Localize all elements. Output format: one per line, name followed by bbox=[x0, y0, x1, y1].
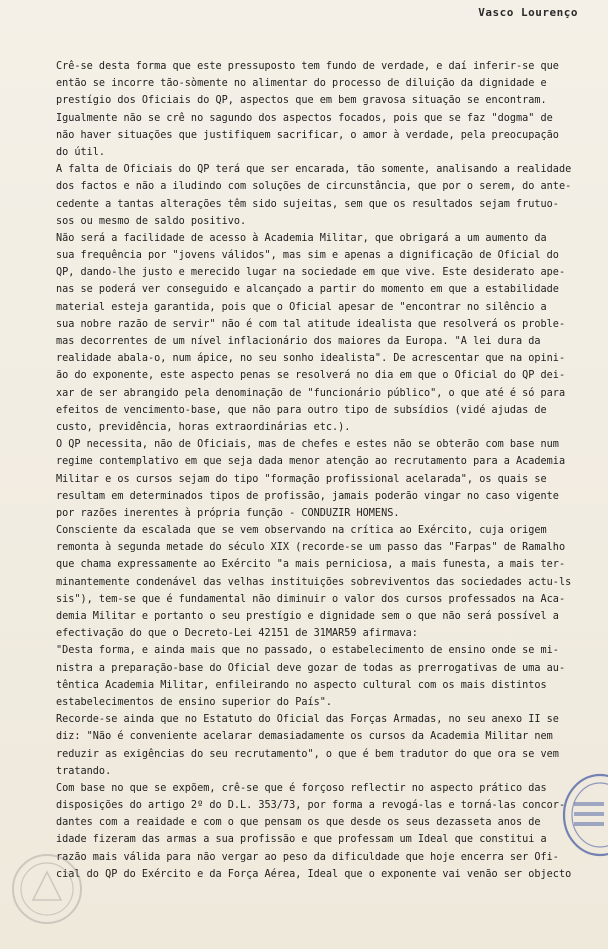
text-line: sos ou mesmo de saldo positivo. bbox=[56, 215, 247, 227]
text-line: do útil. bbox=[56, 146, 106, 158]
text-line: Não será a facilidade de acesso à Academia Militar, que obrigará a um aumento da bbox=[56, 232, 547, 244]
text-line: não haver situações que justifiquem sacrificar, o amor à verdade, pela preocupação bbox=[56, 129, 559, 141]
text-line: estabelecimentos de ensino superior do País". bbox=[56, 696, 333, 708]
text-line: Recorde-se ainda que no Estatuto do Oficial das Forças Armadas, no seu anexo II se bbox=[56, 714, 559, 726]
text-line: então se incorre tão-sòmente no alimentar do processo de diluição da dignidade e bbox=[56, 78, 547, 90]
text-line: diz: "Não é conveniente acelarar demasiadamente os cursos da Academia Militar nem bbox=[56, 731, 553, 743]
text-line: realidade abala-o, num ápice, no seu sonho idealista". De acrescentar que na opini- bbox=[56, 353, 566, 365]
text-line: A falta de Oficiais do QP terá que ser encarada, tão somente, analisando a realidade bbox=[56, 164, 572, 176]
text-line: que chama expressamente ao Exército "a mais perniciosa, a mais funesta, a mais ter- bbox=[56, 559, 566, 571]
watermark-seal bbox=[8, 850, 86, 928]
text-line: razão mais válida para não vergar ao peso da dificuldade que hoje encerra ser Ofi- bbox=[56, 851, 559, 863]
text-line: cedente a tantas alterações têm sido sujeitas, sem que os resultados sejam frutuo- bbox=[56, 198, 559, 210]
text-line: por razões inerentes à própria função - CONDUZIR HOMENS. bbox=[56, 507, 400, 519]
text-line: dos factos e não a iludindo com soluções de circunstância, que por o serem, do ante- bbox=[56, 181, 572, 193]
author-header: Vasco Lourenço bbox=[478, 6, 578, 19]
text-line: efeitos de vencimento-base, que não para outro tipo de subsídios (vidé ajudas de bbox=[56, 404, 547, 416]
text-line: demia Militar e portanto o seu prestígio e dignidade sem o que não será possível a bbox=[56, 611, 559, 622]
text-line: tratando. bbox=[56, 765, 112, 777]
text-line: xar de ser abrangido pela denominação de "funcionário público", o que até é só para bbox=[56, 387, 566, 399]
text-line: remonta à segunda metade do século XIX (recorde-se um passo das "Farpas" de Ramalho bbox=[56, 542, 566, 554]
text-line: regime contemplativo em que seja dada menor atenção ao recrutamento para a Academia bbox=[56, 456, 566, 468]
text-line: Crê-se desta forma que este pressuposto tem fundo de verdade, e daí inferir-se que bbox=[56, 61, 559, 72]
text-line: sua frequência por "jovens válidos", mas sim e apenas a dignificação de Oficial do bbox=[56, 250, 559, 262]
text-line: ão do exponente, este aspecto penas se resolverá no dia em que o Oficial do QP dei- bbox=[56, 370, 566, 382]
text-line: mas decorrentes de um nível inflacionário dos maiores da Europa. "A lei dura da bbox=[56, 336, 541, 347]
text-line: sis"), tem-se que é fundamental não diminuir o valor dos cursos professados na Aca- bbox=[56, 593, 566, 605]
text-line: reduzir as exigências do seu recrutamento", o que é bem tradutor do que ora se vem bbox=[56, 748, 559, 760]
document-body bbox=[56, 58, 576, 883]
text-line: têntica Academia Militar, enfileirando no aspecto cultural com os mais distintos bbox=[56, 679, 547, 691]
text-line: nas se poderá ver conseguido e alcançado a partir do momento em que a estabilidade bbox=[56, 284, 559, 296]
text-line: idade fizeram das armas a sua profissão e que professam um Ideal que constitui a bbox=[56, 834, 547, 846]
text-line: "Desta forma, e ainda mais que no passado, o estabelecimento de ensino onde se mi- bbox=[56, 645, 559, 657]
text-line: Consciente da escalada que se vem observando na crítica ao Exército, cuja origem bbox=[56, 525, 547, 537]
archive-stamp bbox=[560, 772, 608, 858]
text-line: resultam em determinados tipos de profissão, jamais poderão vingar no caso vigente bbox=[56, 490, 559, 502]
text-line: QP, dando-lhe justo e merecido lugar na sociedade em que vive. Este desiderato ape- bbox=[56, 267, 566, 279]
text-line: O QP necessita, não de Oficiais, mas de chefes e estes não se obterão com base num bbox=[56, 439, 559, 451]
text-line: dantes com a reaidade e com o que pensam os que desde os seus dezasseta anos de bbox=[56, 817, 541, 829]
text-line: Igualmente não se crê no sagundo dos aspectos focados, pois que se faz "dogma" de bbox=[56, 112, 553, 124]
text-line: Com base no que se expõem, crê-se que é forçoso reflectir no aspecto prático das bbox=[56, 782, 547, 794]
text-line: minantemente condenável das velhas instituições sobreviventos das sociedades actu-ls bbox=[56, 576, 572, 588]
text-line: cial do QP do Exército e da Força Aérea, Ideal que o exponente vai venão ser objecto bbox=[56, 868, 572, 880]
text-line: efectivação do que o Decreto-Lei 42151 de 31MAR59 afirmava: bbox=[56, 628, 418, 640]
text-line: prestígio dos Oficiais do QP, aspectos que em bem gravosa situação se encontram. bbox=[56, 95, 547, 107]
text-line: sua nobre razão de servir" não é com tal atitude idealista que resolverá os proble- bbox=[56, 318, 566, 330]
text-line: nistra a preparação-base do Oficial deve gozar de todas as prerrogativas de uma au- bbox=[56, 662, 566, 674]
text-line: disposições do artigo 2º do D.L. 353/73, por forma a revogá-las e torná-las concor- bbox=[56, 800, 566, 812]
text-line: custo, previdência, horas extraordinárias etc.). bbox=[56, 421, 351, 433]
text-line: material esteja garantida, pois que o Oficial apesar de "encontrar no silêncio a bbox=[56, 301, 547, 313]
text-line: Militar e os cursos sejam do tipo "formação profissional acelarada", os quais se bbox=[56, 473, 547, 485]
